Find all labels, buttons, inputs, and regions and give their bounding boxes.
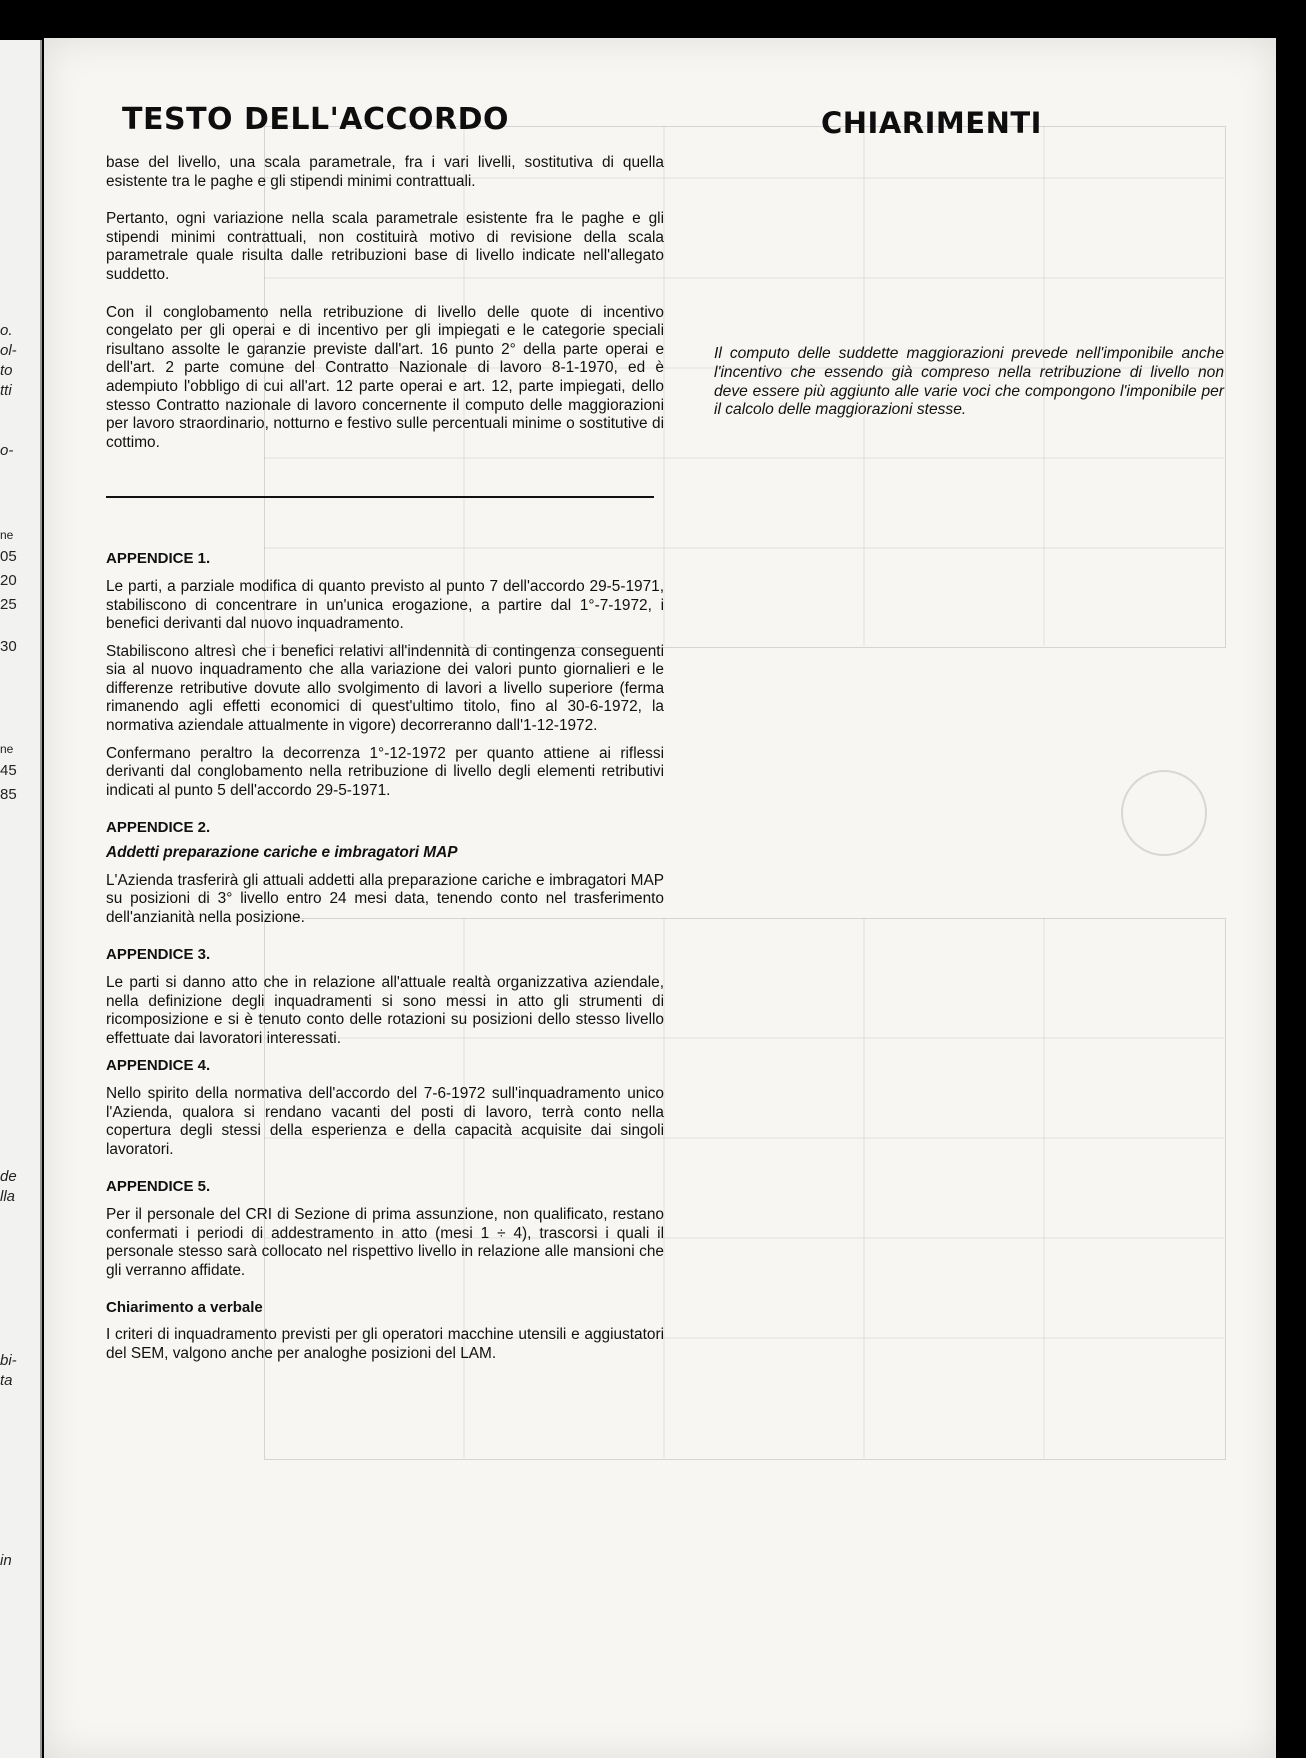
document-page — [44, 38, 1276, 1758]
appendix-title: APPENDICE 1. — [106, 550, 211, 568]
margin-fragment: ta — [0, 1372, 13, 1389]
appendix-title: APPENDICE 3. — [106, 946, 211, 964]
paragraph: Con il conglobamento nella retribuzione di livello delle quote di incentivo congelato per gli operai e di incentivo per gli impiegati e le categorie speciali risultano assolte le garanzie previste dall'art. 16 punto 2° della parte operai e dell'art. 2 parte comune del Contratto Nazionale di lavoro 8-1-1970, ed è adempiuto l'obbligo di cui all'art. 12 parte operai e art. 12, parte impiegati, dello stesso Contratto nazionale di lavoro concernente il computo delle maggiorazioni per lavoro straordinario, notturno e festivo sulle percentuali minime o sostitutive di cottimo. — [106, 303, 664, 451]
margin-fragment: ne — [0, 742, 14, 756]
margin-fragment: ne — [0, 528, 14, 542]
margin-fragment: 85 — [0, 786, 17, 803]
appendix-title: APPENDICE 5. — [106, 1178, 211, 1196]
margin-fragment: 25 — [0, 596, 17, 613]
paragraph: Confermano peraltro la decorrenza 1°-12-1972 per quanto attiene ai riflessi derivanti dal conglobamento nella retribuzione di livello degli elementi retributivi indicati al punto 5 dell'accordo 29-5-1971. — [106, 744, 664, 799]
clarification-title: Chiarimento a verbale — [106, 1299, 263, 1317]
right-heading: CHIARIMENTI — [821, 106, 1042, 140]
margin-fragment: 20 — [0, 572, 17, 589]
margin-fragment: bi- — [0, 1352, 17, 1369]
margin-fragment: de — [0, 1168, 17, 1185]
left-column — [106, 154, 664, 1372]
margin-fragment: 30 — [0, 638, 17, 655]
margin-fragment: o. — [0, 322, 13, 339]
adjacent-page-margin — [0, 40, 42, 1758]
appendix-subtitle: Addetti preparazione cariche e imbragatori MAP — [106, 844, 458, 862]
paragraph: Le parti si danno atto che in relazione all'attuale realtà organizzativa aziendale, nella definizione degli inquadramenti si sono messi in atto gli strumenti di ricomposizione e si è tenuto conto delle rotazioni su posizioni dello stesso livello effettuate dai lavoratori interessati. — [106, 974, 664, 1047]
clarification-note: Il computo delle suddette maggiorazioni prevede nell'imponibile anche l'incentivo che essendo già compreso nella retribuzione di livello non deve essere più aggiunto alle varie voci che compongono l'imponibile per il calcolo delle maggiorazioni stesse. — [714, 345, 1224, 419]
appendix-title: APPENDICE 4. — [106, 1057, 211, 1075]
paragraph: Pertanto, ogni variazione nella scala parametrale esistente fra le paghe e gli stipendi minimi contrattuali, non costituirà motivo di revisione della scala parametrale quale risulta dalle retribuzioni base di livello indicate nell'allegato suddetto. — [106, 210, 664, 283]
paragraph: Stabiliscono altresì che i benefici relativi all'indennità di contingenza conseguenti sia al nuovo inquadramento che alla variazione dei valori punto giornalieri e le differenze retributive dovute allo svolgimento di lavori a livello superiore (ferma rimanendo agli effetti economici di quest'ultimo titolo, fino al 30-6-1972, la normativa aziendale attualmente in vigore) decorreranno dall'1-12-1972. — [106, 642, 664, 735]
margin-fragment: to — [0, 362, 13, 379]
margin-fragment: o- — [0, 442, 14, 459]
margin-fragment: 45 — [0, 762, 17, 779]
margin-fragment: 05 — [0, 548, 17, 565]
margin-fragment: tti — [0, 382, 12, 399]
paragraph: L'Azienda trasferirà gli attuali addetti alla preparazione cariche e imbragatori MAP su posizioni di 3° livello entro 24 mesi data, tenendo conto nel trasferimento dell'anzianità nella posizione. — [106, 871, 664, 926]
paragraph: Per il personale del CRI di Sezione di prima assunzione, non qualificato, restano confermati i periodi di addestramento in atto (mesi 1 ÷ 4), trascorsi i quali il personale stesso sarà collocato nel rispettivo livello in relazione alle mansioni che gli verranno affidate. — [106, 1205, 664, 1279]
left-heading: TESTO DELL'ACCORDO — [122, 102, 510, 137]
paragraph: base del livello, una scala parametrale, fra i vari livelli, sostitutiva di quella esistente tra le paghe e gli stipendi minimi contrattuali. — [106, 154, 664, 190]
margin-fragment: in — [0, 1552, 12, 1569]
margin-fragment: ol- — [0, 342, 17, 359]
paragraph: Nello spirito della normativa dell'accordo del 7-6-1972 sull'inquadramento unico l'Azienda, qualora si rendano vacanti del posti di lavoro, terrà conto nella copertura degli stessi della esperienza e della capacità acquisite dai singoli lavoratori. — [106, 1084, 664, 1158]
margin-fragment: lla — [0, 1188, 16, 1205]
paragraph: Le parti, a parziale modifica di quanto previsto al punto 7 dell'accordo 29-5-1971, stabiliscono di concentrare in un'unica erogazione, a partire dal 1°-7-1972, i benefici derivanti dal nuovo inquadramento. — [106, 577, 664, 633]
appendix-title: APPENDICE 2. — [106, 819, 211, 837]
paragraph: I criteri di inquadramento previsti per gli operatori macchine utensili e aggiustatori del SEM, valgono anche per analoghe posizioni del LAM. — [106, 1325, 664, 1362]
section-divider — [106, 496, 654, 498]
